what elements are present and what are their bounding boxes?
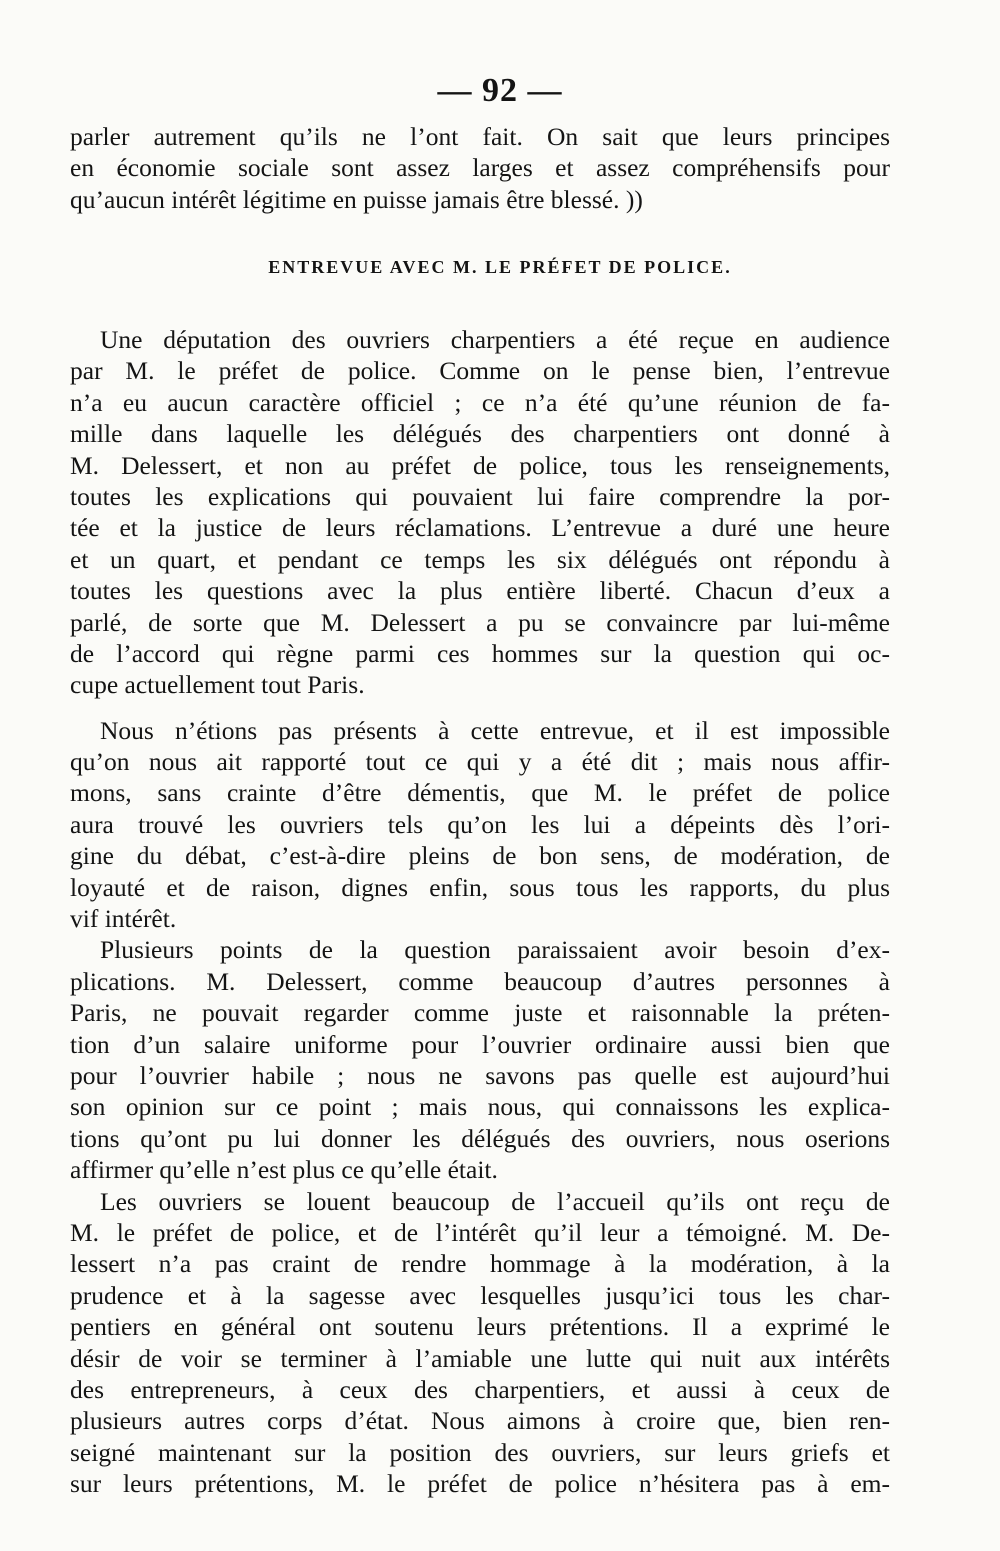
text-line: tée et la justice de leurs réclamations. L’entrevue a duré une heure: [70, 513, 890, 543]
text-line: plusieurs autres corps d’état. Nous aimons à croire que, bien ren-: [70, 1406, 890, 1436]
text-line: M. le préfet de police, et de l’intérêt qu’il leur a témoigné. M. De-: [70, 1217, 890, 1247]
text-line: Les ouvriers se louent beaucoup de l’accueil qu’ils ont reçu de: [100, 1186, 890, 1216]
text-line: de l’accord qui règne parmi ces hommes sur la question qui oc-: [70, 638, 890, 668]
text-line: toutes les explications qui pouvaient lui faire comprendre la por-: [70, 481, 890, 511]
paragraph: [70, 1186, 890, 1500]
text-line: parler autrement qu’ils ne l’ont fait. On sait que leurs principes: [70, 122, 890, 151]
text-line: n’a eu aucun caractère officiel ; ce n’a été qu’une réunion de fa-: [70, 387, 890, 417]
text-line: pentiers en général ont soutenu leurs prétentions. Il a exprimé le: [70, 1312, 890, 1342]
page-number: — 92 —: [437, 72, 563, 109]
paragraph: [70, 934, 890, 1185]
text-line: désir de voir se terminer à l’amiable une lutte qui nuit aux intérêts: [70, 1343, 890, 1373]
paragraph: [70, 715, 890, 935]
text-line: aura trouvé les ouvriers tels qu’on les lui a dépeints dès l’ori-: [70, 809, 890, 839]
text-line: tion d’un salaire uniforme pour l’ouvrier ordinaire aussi bien que: [70, 1029, 890, 1059]
text-line: et un quart, et pendant ce temps les six délégués ont répondu à: [70, 544, 890, 574]
text-line: affirmer qu’elle n’est plus ce qu’elle était.: [70, 1155, 498, 1185]
section-heading: ENTREVUE AVEC M. LE PRÉFET DE POLICE.: [268, 257, 732, 277]
text-line: seigné maintenant sur la position des ouvriers, sur leurs griefs et: [70, 1437, 890, 1467]
text-line: plications. M. Delessert, comme beaucoup d’autres personnes à: [70, 966, 890, 996]
text-line: qu’on nous ait rapporté tout ce qui y a été dit ; mais nous affir-: [70, 747, 890, 777]
text-line: prudence et à la sagesse avec lesquelles jusqu’ici tous les char-: [70, 1280, 890, 1310]
text-line: en économie sociale sont assez larges et assez compréhensifs pour: [70, 153, 890, 183]
text-line: Nous n’étions pas présents à cette entrevue, et il est impossible: [100, 715, 890, 745]
text-line: lessert n’a pas craint de rendre hommage à la modération, à la: [70, 1249, 890, 1279]
text-line: par M. le préfet de police. Comme on le pense bien, l’entrevue: [70, 356, 890, 386]
opening-paragraph: [70, 121, 890, 215]
text-line: cupe actuellement tout Paris.: [70, 670, 365, 700]
text-line: son opinion sur ce point ; mais nous, qui connaissons les explica-: [70, 1092, 890, 1122]
text-line: Plusieurs points de la question paraissaient avoir besoin d’ex-: [100, 935, 890, 965]
body-text: [70, 324, 890, 1499]
text-line: des entrepreneurs, à ceux des charpentiers, et aussi à ceux de: [70, 1374, 890, 1404]
text-line: toutes les questions avec la plus entière liberté. Chacun d’eux a: [70, 576, 890, 606]
text-line: M. Delessert, et non au préfet de police, tous les renseignements,: [70, 450, 890, 480]
text-line: tions qu’ont pu lui donner les délégués des ouvriers, nous oserions: [70, 1123, 890, 1153]
text-line: loyauté et de raison, dignes enfin, sous tous les rapports, du plus: [70, 872, 890, 902]
text-line: pour l’ouvrier habile ; nous ne savons pas quelle est aujourd’hui: [70, 1060, 890, 1090]
paragraph: [70, 324, 890, 701]
text-line: gine du débat, c’est-à-dire pleins de bon sens, de modération, de: [70, 841, 890, 871]
text-line: qu’aucun intérêt légitime en puisse jamais être blessé. )): [70, 184, 643, 214]
text-line: sur leurs prétentions, M. le préfet de police n’hésitera pas à em-: [70, 1469, 890, 1499]
text-line: mille dans laquelle les délégués des charpentiers ont donné à: [70, 419, 890, 449]
text-line: vif intérêt.: [70, 904, 177, 934]
text-line: parlé, de sorte que M. Delessert a pu se convaincre par lui-même: [70, 607, 890, 637]
text-line: mons, sans crainte d’être démentis, que M. le préfet de police: [70, 778, 890, 808]
text-line: Paris, ne pouvait regarder comme juste et raisonnable la préten-: [70, 998, 890, 1028]
text-line: Une députation des ouvriers charpentiers a été reçue en audience: [100, 325, 890, 354]
